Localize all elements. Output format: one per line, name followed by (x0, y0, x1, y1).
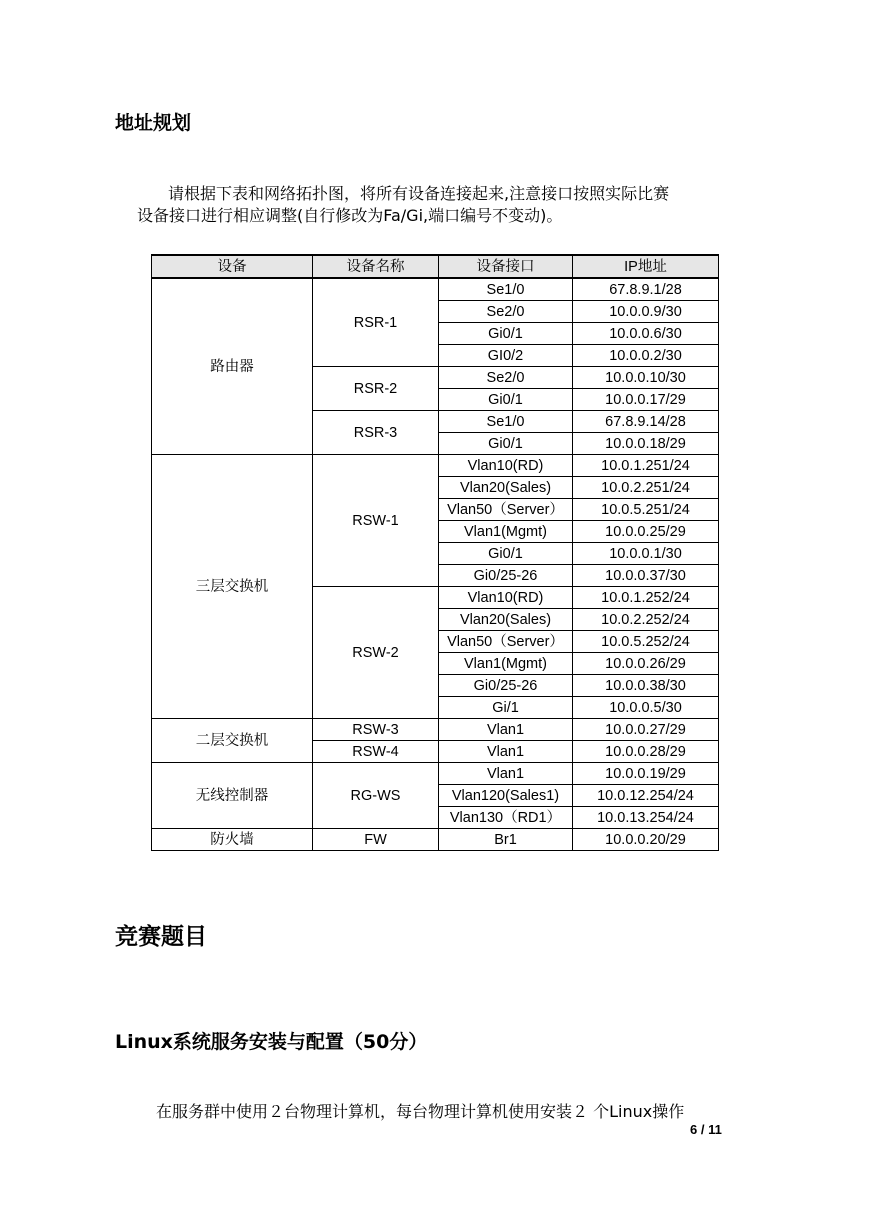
cell-ip-address: 10.0.5.251/24 (573, 499, 719, 521)
cell-interface: Vlan50（Server） (439, 631, 573, 653)
cell-category: 二层交换机 (152, 719, 313, 763)
cell-ip-address: 10.0.12.254/24 (573, 785, 719, 807)
table-row (152, 829, 719, 851)
cell-interface: Gi0/1 (439, 323, 573, 345)
cell-ip-address: 10.0.0.2/30 (573, 345, 719, 367)
cell-interface: Se2/0 (439, 301, 573, 323)
cell-category: 路由器 (152, 278, 313, 455)
cell-ip-address: 10.0.0.25/29 (573, 521, 719, 543)
table-body (152, 278, 719, 851)
header-interface: 设备接口 (439, 255, 573, 278)
cell-ip-address: 10.0.0.37/30 (573, 565, 719, 587)
cell-interface: Gi0/1 (439, 389, 573, 411)
cell-ip-address: 10.0.0.20/29 (573, 829, 719, 851)
cell-interface: Vlan1 (439, 741, 573, 763)
cell-ip-address: 10.0.0.9/30 (573, 301, 719, 323)
cell-ip-address: 10.0.0.27/29 (573, 719, 719, 741)
cell-ip-address: 10.0.0.19/29 (573, 763, 719, 785)
table-row (152, 455, 719, 477)
page-number: 6 / 11 (690, 1122, 722, 1137)
cell-interface: Vlan130（RD1） (439, 807, 573, 829)
cell-interface: Vlan1 (439, 763, 573, 785)
cell-ip-address: 10.0.0.26/29 (573, 653, 719, 675)
table-header-row (152, 255, 719, 278)
header-device-name: 设备名称 (313, 255, 439, 278)
section-heading-contest: 竞赛题目 (115, 924, 207, 950)
cell-ip-address: 10.0.0.38/30 (573, 675, 719, 697)
cell-ip-address: 10.0.1.252/24 (573, 587, 719, 609)
cell-ip-address: 10.0.0.17/29 (573, 389, 719, 411)
cell-interface: GI0/2 (439, 345, 573, 367)
table-row (152, 763, 719, 785)
cell-device-name: RG-WS (313, 763, 439, 829)
intro-paragraph-line1: 请根据下表和网络拓扑图，将所有设备连接起来,注意接口按照实际比赛 (168, 184, 670, 203)
cell-ip-address: 10.0.0.10/30 (573, 367, 719, 389)
cell-interface: Vlan1(Mgmt) (439, 521, 573, 543)
cell-interface: Vlan10(RD) (439, 587, 573, 609)
cell-ip-address: 10.0.1.251/24 (573, 455, 719, 477)
cell-ip-address: 10.0.2.251/24 (573, 477, 719, 499)
table-row (152, 719, 719, 741)
cell-ip-address: 10.0.0.18/29 (573, 433, 719, 455)
cell-device-name: RSW-3 (313, 719, 439, 741)
header-ip-address: IP地址 (573, 255, 719, 278)
cell-device-name: RSR-1 (313, 278, 439, 367)
cell-interface: Vlan50（Server） (439, 499, 573, 521)
cell-interface: Vlan20(Sales) (439, 609, 573, 631)
cell-interface: Vlan1(Mgmt) (439, 653, 573, 675)
cell-ip-address: 10.0.0.28/29 (573, 741, 719, 763)
cell-device-name: RSR-3 (313, 411, 439, 455)
cell-interface: Se2/0 (439, 367, 573, 389)
cell-device-name: RSW-1 (313, 455, 439, 587)
cell-interface: Br1 (439, 829, 573, 851)
cell-category: 三层交换机 (152, 455, 313, 719)
cell-interface: Vlan1 (439, 719, 573, 741)
cell-interface: Vlan20(Sales) (439, 477, 573, 499)
header-device: 设备 (152, 255, 313, 278)
cell-device-name: RSW-2 (313, 587, 439, 719)
address-plan-table (151, 254, 719, 851)
section-heading-linux: Linux系统服务安装与配置（50分） (115, 1031, 428, 1053)
cell-interface: Gi/1 (439, 697, 573, 719)
cell-ip-address: 10.0.2.252/24 (573, 609, 719, 631)
cell-device-name: RSR-2 (313, 367, 439, 411)
cell-ip-address: 10.0.5.252/24 (573, 631, 719, 653)
cell-interface: Vlan10(RD) (439, 455, 573, 477)
linux-paragraph: 在服务群中使用２台物理计算机，每台物理计算机使用安装２ 个Linux操作 (156, 1102, 685, 1121)
cell-interface: Se1/0 (439, 278, 573, 301)
cell-interface: Gi0/1 (439, 433, 573, 455)
cell-interface: Vlan120(Sales1) (439, 785, 573, 807)
cell-ip-address: 67.8.9.1/28 (573, 278, 719, 301)
section-heading-address-plan: 地址规划 (115, 112, 192, 134)
cell-device-name: FW (313, 829, 439, 851)
cell-interface: Se1/0 (439, 411, 573, 433)
cell-interface: Gi0/1 (439, 543, 573, 565)
cell-ip-address: 10.0.13.254/24 (573, 807, 719, 829)
cell-category: 无线控制器 (152, 763, 313, 829)
intro-paragraph-line2: 设备接口进行相应调整(自行修改为Fa/Gi,端口编号不变动)。 (137, 206, 563, 225)
table-row (152, 278, 719, 301)
cell-ip-address: 67.8.9.14/28 (573, 411, 719, 433)
cell-interface: Gi0/25-26 (439, 675, 573, 697)
cell-ip-address: 10.0.0.5/30 (573, 697, 719, 719)
cell-interface: Gi0/25-26 (439, 565, 573, 587)
cell-category: 防火墙 (152, 829, 313, 851)
cell-ip-address: 10.0.0.1/30 (573, 543, 719, 565)
cell-ip-address: 10.0.0.6/30 (573, 323, 719, 345)
cell-device-name: RSW-4 (313, 741, 439, 763)
